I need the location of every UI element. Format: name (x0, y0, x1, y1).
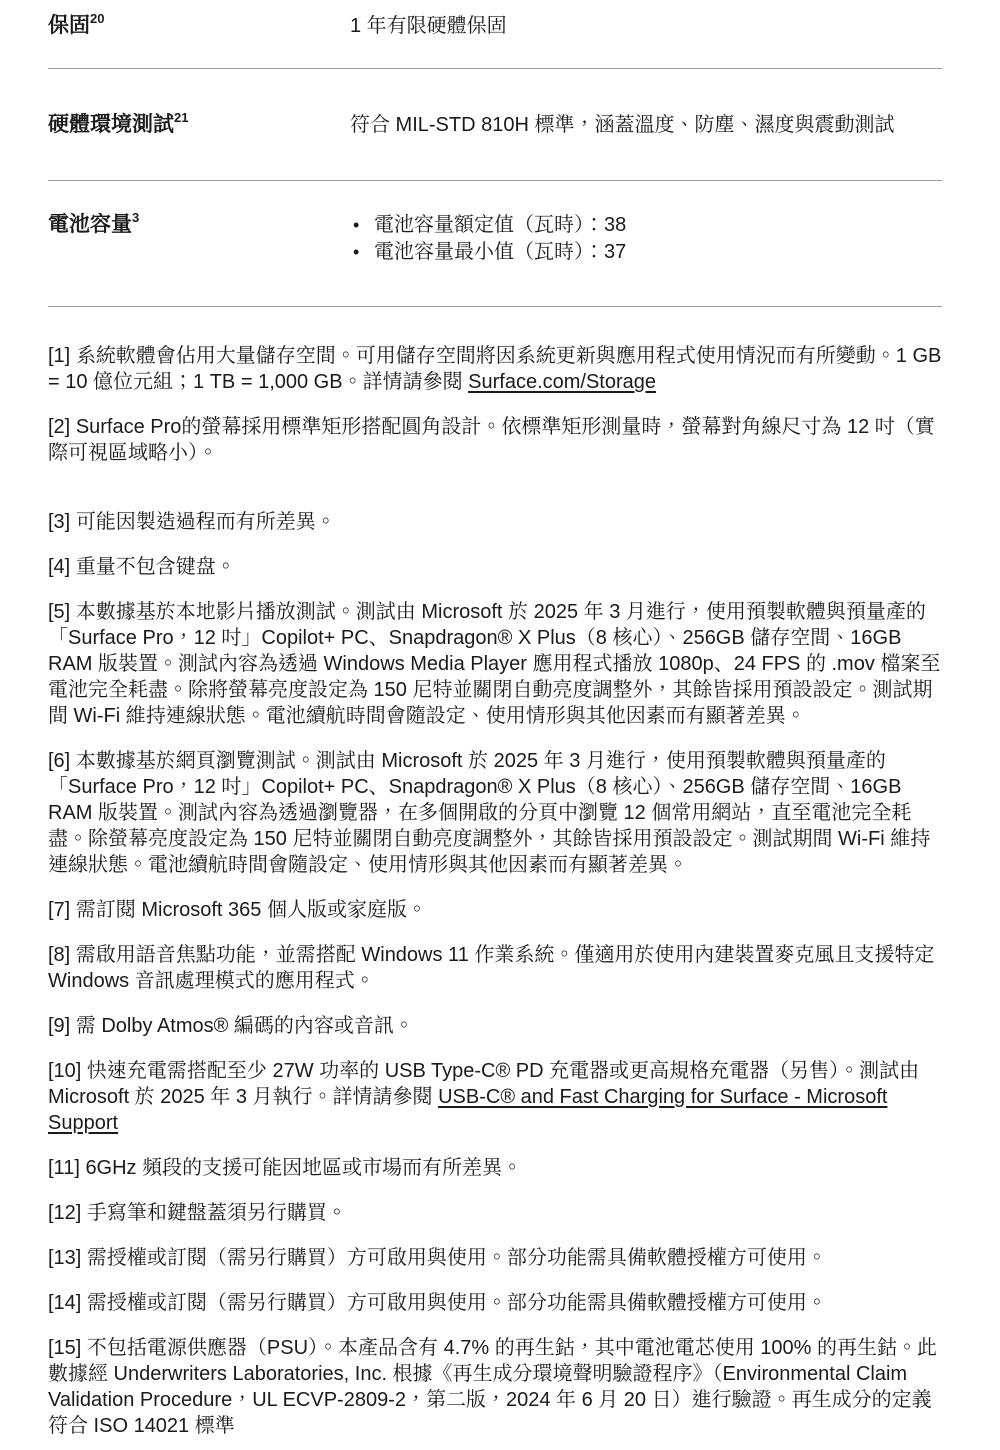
footnote-12-id: [12] (48, 1202, 82, 1224)
footnote-3-id: [3] (48, 511, 71, 533)
footnote-10-text: 快速充電需搭配至少 27W 功率的 USB Type-C® PD 充電器或更高規格充電器（另售）。測試由 Microsoft 於 2025 年 3 月執行。詳情請參閱 (48, 1060, 920, 1108)
spec-row-warranty (48, 0, 942, 69)
footnote-2-id: [2] (48, 416, 71, 438)
spec-label-warranty (48, 13, 350, 39)
spec-label-battery-capacity (48, 212, 350, 266)
footnote-12-text: 手寫筆和鍵盤蓋須另行購買。 (86, 1202, 347, 1224)
footnote-5-id: [5] (48, 601, 71, 623)
spec-value-hardware-test: 符合 MIL-STD 810H 標準，涵蓋溫度、防塵、濕度與震動測試 (350, 114, 895, 136)
spec-label-hardware-test-text: 硬體環境測試 (48, 113, 174, 136)
spec-label-warranty-text: 保固 (48, 14, 90, 37)
footnote-1-id: [1] (48, 345, 71, 367)
footnote-2 (48, 414, 942, 466)
fast-charging-support-link[interactable]: USB-C® and Fast Charging for Surface - Microsoft Support (48, 1086, 888, 1134)
footnote-5 (48, 599, 942, 729)
footnote-15-id: [15] (48, 1337, 82, 1359)
footnote-8 (48, 942, 942, 994)
footnote-3-text: 可能因製造過程而有所差異。 (75, 511, 336, 533)
footnote-4-id: [4] (48, 556, 71, 578)
footnote-13 (48, 1245, 942, 1271)
footnote-13-id: [13] (48, 1247, 82, 1269)
footnote-9 (48, 1013, 942, 1039)
spec-row-hardware-test (48, 69, 942, 181)
footnote-1 (48, 343, 942, 395)
footnote-6-text: 本數據基於網頁瀏覽測試。測試由 Microsoft 於 2025 年 3 月進行，使用預製軟體與預量產的「Surface Pro，12 吋」Copilot+ PC、Snapdragon® X Plus（8 核心）、256GB 儲存空間、16GB RAM 版裝置。測試內容為透過瀏覽器，在多個開啟的分頁中瀏覽 12 個常用網站，直至電池完全耗盡。除螢幕亮度設定為 150 尼特並關閉自動亮度調整外，其餘皆採用預設設定。測試期間 Wi-Fi 維持連線狀態。電池續航時間會隨設定、使用情形與其他因素而有顯著差異。 (48, 750, 931, 876)
footnote-9-text: 需 Dolby Atmos® 編碼的內容或音訊。 (75, 1015, 414, 1037)
footnote-6 (48, 748, 942, 878)
footnote-ref-20: 20 (90, 11, 105, 26)
footnote-1-text: 系統軟體會佔用大量儲存空間。可用儲存空間將因系統更新與應用程式使用情況而有所變動。1 GB = 10 億位元組；1 TB = 1,000 GB。詳情請參閱 (48, 345, 942, 393)
footnote-14-text: 需授權或訂閱（需另行購買）方可啟用與使用。部分功能需具備軟體授權方可使用。 (86, 1292, 827, 1314)
footnote-9-id: [9] (48, 1015, 71, 1037)
storage-link[interactable]: Surface.com/Storage (468, 371, 657, 393)
footnote-15 (48, 1335, 942, 1439)
spec-label-hardware-test (48, 112, 350, 138)
footnote-11-text: 6GHz 頻段的支援可能因地區或市場而有所差異。 (85, 1157, 523, 1179)
footnote-8-text: 需啟用語音焦點功能，並需搭配 Windows 11 作業系統。僅適用於使用內建裝置麥克風且支援特定 Windows 音訊處理模式的應用程式。 (48, 944, 935, 992)
spec-table (48, 0, 942, 307)
footnote-11-id: [11] (48, 1157, 80, 1179)
footnote-8-id: [8] (48, 944, 71, 966)
footnote-2-text: Surface Pro的螢幕採用標準矩形搭配圓角設計。依標準矩形測量時，螢幕對角線尺寸為 12 吋（實際可視區域略小）。 (48, 416, 935, 464)
footnote-ref-3: 3 (132, 210, 140, 225)
footnote-6-id: [6] (48, 750, 71, 772)
footnote-11 (48, 1155, 942, 1181)
battery-bullet-list (350, 212, 942, 266)
footnote-14 (48, 1290, 942, 1316)
footnote-4-text: 重量不包含键盘。 (75, 556, 236, 578)
footnote-5-text: 本數據基於本地影片播放測試。測試由 Microsoft 於 2025 年 3 月進行，使用預製軟體與預量產的「Surface Pro，12 吋」Copilot+ PC、Snapdragon® X Plus（8 核心）、256GB 儲存空間、16GB RAM 版裝置。測試內容為透過 Windows Media Player 應用程式播放 1080p、24 FPS 的 .mov 檔案至電池完全耗盡。除將螢幕亮度設定為 150 尼特並關閉自動亮度調整外，其餘皆採用預設設定。測試期間 Wi-Fi 維持連線狀態。電池續航時間會隨設定、使用情形與其他因素而有顯著差異。 (48, 601, 941, 727)
footnote-10 (48, 1058, 942, 1136)
spec-value-battery-capacity (350, 212, 942, 266)
footnote-ref-21: 21 (174, 110, 189, 125)
footnote-10-id: [10] (48, 1060, 82, 1082)
footnote-3 (48, 509, 942, 535)
spec-row-battery-capacity (48, 181, 942, 307)
battery-rated-value-item: • 電池容量額定值（瓦時）：38 (350, 212, 942, 239)
footnote-13-text: 需授權或訂閱（需另行購買）方可啟用與使用。部分功能需具備軟體授權方可使用。 (86, 1247, 827, 1269)
spec-value-warranty: 1 年有限硬體保固 (350, 15, 507, 37)
footnote-12 (48, 1200, 942, 1226)
footnote-14-id: [14] (48, 1292, 82, 1314)
battery-minimum-value-item: • 電池容量最小值（瓦時）：37 (350, 239, 942, 266)
footnote-7-id: [7] (48, 899, 71, 921)
footnote-7 (48, 897, 942, 923)
footnote-4 (48, 554, 942, 580)
footnote-7-text: 需訂閱 Microsoft 365 個人版或家庭版。 (75, 899, 427, 921)
spec-label-battery-capacity-text: 電池容量 (48, 213, 132, 236)
footnotes-section (48, 307, 942, 1439)
footnote-15-text: 不包括電源供應器（PSU）。本產品含有 4.7% 的再生鈷，其中電池電芯使用 100% 的再生鈷。此數據經 Underwriters Laboratories, Inc. 根據《再生成分環境聲明驗證程序》（Environmental Claim Validation Procedure，UL ECVP-2809-2，第二版，2024 年 6 月 20 日）進行驗證。再生成分的定義符合 ISO 14021 標準 (48, 1337, 938, 1437)
